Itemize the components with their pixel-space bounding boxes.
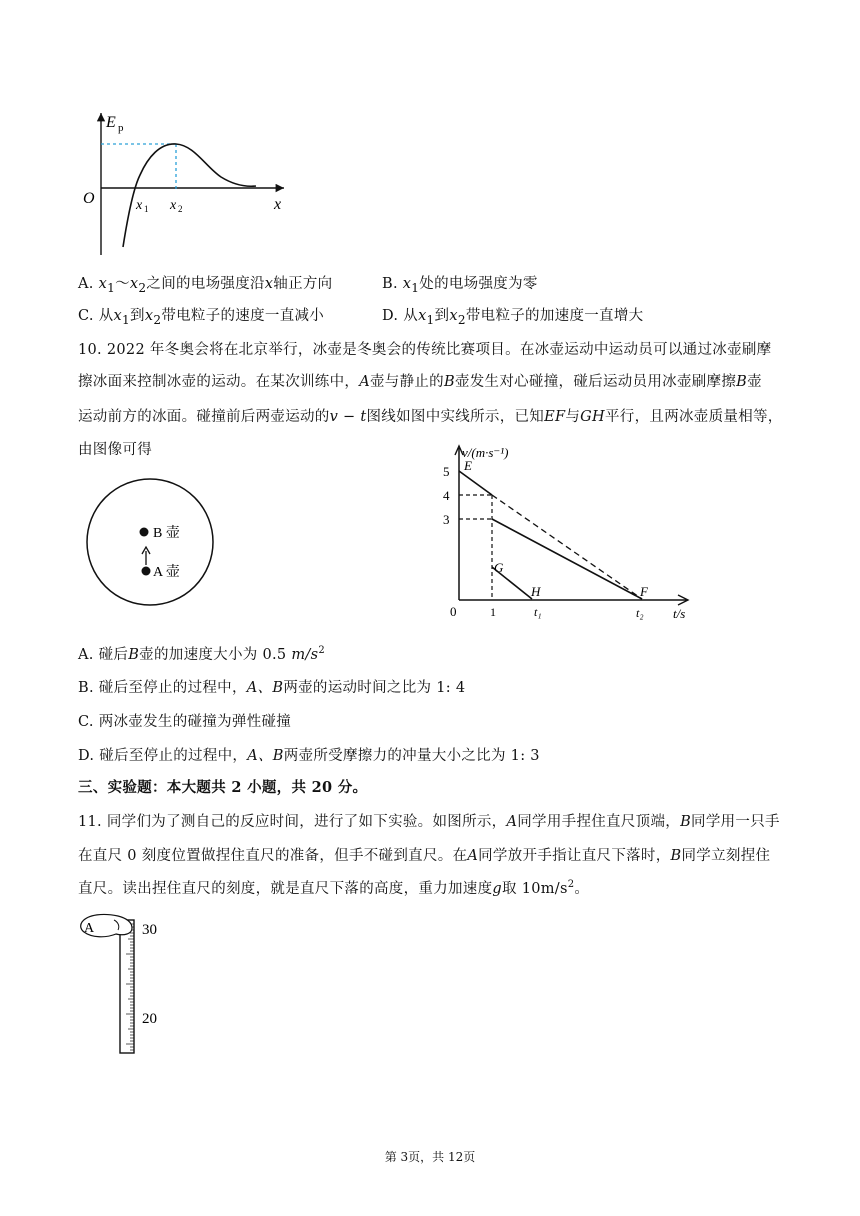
ruler-mark-20: 20: [142, 1011, 157, 1027]
vt-xtick-t2: t₂: [636, 606, 644, 620]
stone-b-label: B 壶: [153, 526, 180, 541]
q11-line-1: 11. 同学们为了测自己的反应时间，进行了如下实验。如图所示，A同学用手捏住直尺顶端，B同学用一只手: [78, 814, 780, 830]
vt-line-e-before: [459, 471, 492, 495]
q10-line-4: 由图像可得: [78, 442, 152, 458]
y-axis-label: E: [106, 114, 116, 131]
ep-x-graph: [76, 105, 296, 260]
x-axis-label: x: [274, 196, 282, 213]
section-3-title: 三、实验题：本大题共 2 小题，共 20 分。: [78, 779, 368, 796]
q10-option-a: A. 碰后B壶的加速度大小为 0.5 $m/s^2$: [78, 645, 326, 663]
vt-tick-4: 4: [443, 488, 450, 503]
vt-line-dashed-extension: [492, 495, 642, 599]
q9-option-c: C. 从$x_1$到$x_2$带电粒子的速度一直减小: [78, 308, 325, 327]
stone-a-label: A 壶: [153, 565, 180, 580]
vt-point-g: G: [494, 560, 504, 575]
curling-ring: [87, 479, 213, 605]
q10-line-2: 擦冰面来控制冰壶的运动。在某次训练中，A壶与静止的B壶发生对心碰撞，碰后运动员用冰壶刷摩擦B壶: [78, 374, 762, 390]
vt-point-h: H: [531, 584, 541, 599]
q9-option-b: B. $x_1$处的电场强度为零: [382, 276, 538, 295]
q9-option-a: A. $x_1\sim x_2$之间的电场强度沿x轴正方向: [78, 276, 333, 295]
q10-line-3: 运动前方的冰面。碰撞前后两壶运动的v − t图线如图中实线所示，已知EF与GH平行，且两冰壶质量相等，: [78, 409, 783, 425]
tick-x1: x: [136, 198, 143, 213]
curling-diagram: [84, 475, 216, 610]
vt-xtick-1: 1: [490, 605, 496, 619]
vt-y-label: v/(m·s⁻¹): [462, 445, 509, 460]
page-footer: 第 3页，共 12页: [384, 1150, 476, 1164]
q10-option-b: B. 碰后至停止的过程中，A、B两壶的运动时间之比为 1: 4: [78, 680, 466, 696]
vt-tick-5: 5: [443, 464, 450, 479]
q9-option-d: D. 从$x_1$到$x_2$带电粒子的加速度一直增大: [382, 308, 644, 327]
ep-curve: [123, 144, 256, 247]
vt-xtick-t1: t₁: [534, 605, 542, 619]
vt-line-ef: [492, 519, 642, 599]
tick-x1-sub: 1: [144, 204, 149, 214]
q10-option-d: D. 碰后至停止的过程中，A、B两壶所受摩擦力的冲量大小之比为 1: 3: [78, 748, 540, 764]
stone-b: [140, 528, 149, 537]
tick-x2: x: [170, 198, 177, 213]
q11-line-2: 在直尺 0 刻度位置做捏住直尺的准备，但手不碰到直尺。在A同学放开手指让直尺下落时，B同学立刻捏住: [78, 848, 771, 864]
origin-label: O: [83, 190, 95, 207]
q10-line-1: 10. 2022 年冬奥会将在北京举行，冰壶是冬奥会的传统比赛项目。在冰壶运动中运动员可以通过冰壶刷摩: [78, 342, 772, 358]
ruler-mark-30: 30: [142, 922, 157, 938]
vt-graph: [432, 440, 702, 625]
y-axis-label-sub: p: [118, 122, 124, 134]
vt-x-label: t/s: [673, 606, 686, 621]
vt-origin: 0: [450, 604, 457, 619]
ruler: [120, 920, 134, 1053]
ruler-figure: [78, 910, 188, 1060]
q10-option-c: C. 两冰壶发生的碰撞为弹性碰撞: [78, 714, 292, 730]
vt-point-f: F: [640, 584, 648, 599]
stone-a: [142, 567, 151, 576]
hand-label-a: A: [84, 921, 95, 936]
tick-x2-sub: 2: [178, 204, 183, 214]
vt-point-e: E: [464, 458, 472, 473]
vt-tick-3: 3: [443, 512, 450, 527]
q11-line-3: 直尺。读出捏住直尺的刻度，就是直尺下落的高度，重力加速度g取 $10m/s^2$。: [78, 879, 590, 897]
